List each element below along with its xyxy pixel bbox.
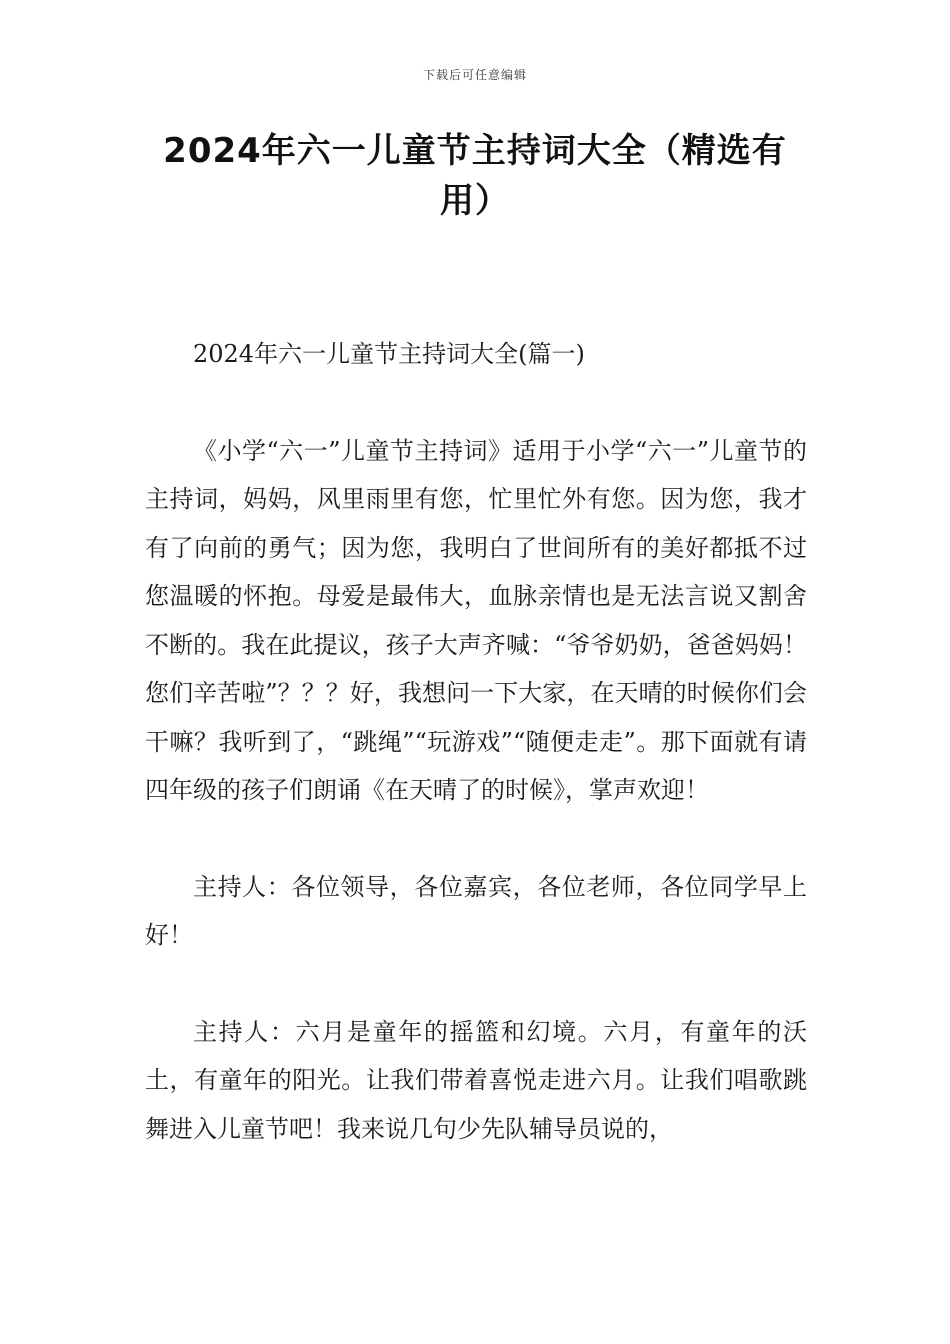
section-heading: 2024年六一儿童节主持词大全(篇一) xyxy=(193,340,585,368)
body-paragraph: 主持人：六月是童年的摇篮和幻境。六月，有童年的沃土，有童年的阳光。让我们带着喜悦走进六月。让我们唱歌跳舞进入儿童节吧！我来说几句少先队辅导员说的， xyxy=(145,1017,807,1143)
header-note: 下载后可任意编辑 xyxy=(422,68,527,82)
document-title: 2024年六一儿童节主持词大全（精选有用） xyxy=(163,131,787,221)
body-paragraph: 主持人：各位领导，各位嘉宾，各位老师，各位同学早上好！ xyxy=(145,872,807,949)
document-body xyxy=(145,330,807,1153)
body-paragraph: 《小学“六一”儿童节主持词》适用于小学“六一”儿童节的主持词，妈妈，风里雨里有您，忙里忙外有您。因为您，我才有了向前的勇气；因为您，我明白了世间所有的美好都抵不过您温暖的怀抱。母爱是最伟大，血脉亲情也是无法言说又割舍不断的。我在此提议，孩子大声齐喊：“爷爷奶奶，爸爸妈妈！您们辛苦啦”？？？好，我想问一下大家，在天晴的时候你们会干嘛？我听到了，“跳绳”“玩游戏”“随便走走”。那下面就有请四年级的孩子们朗诵《在天晴了的时候》，掌声欢迎！ xyxy=(145,436,807,804)
